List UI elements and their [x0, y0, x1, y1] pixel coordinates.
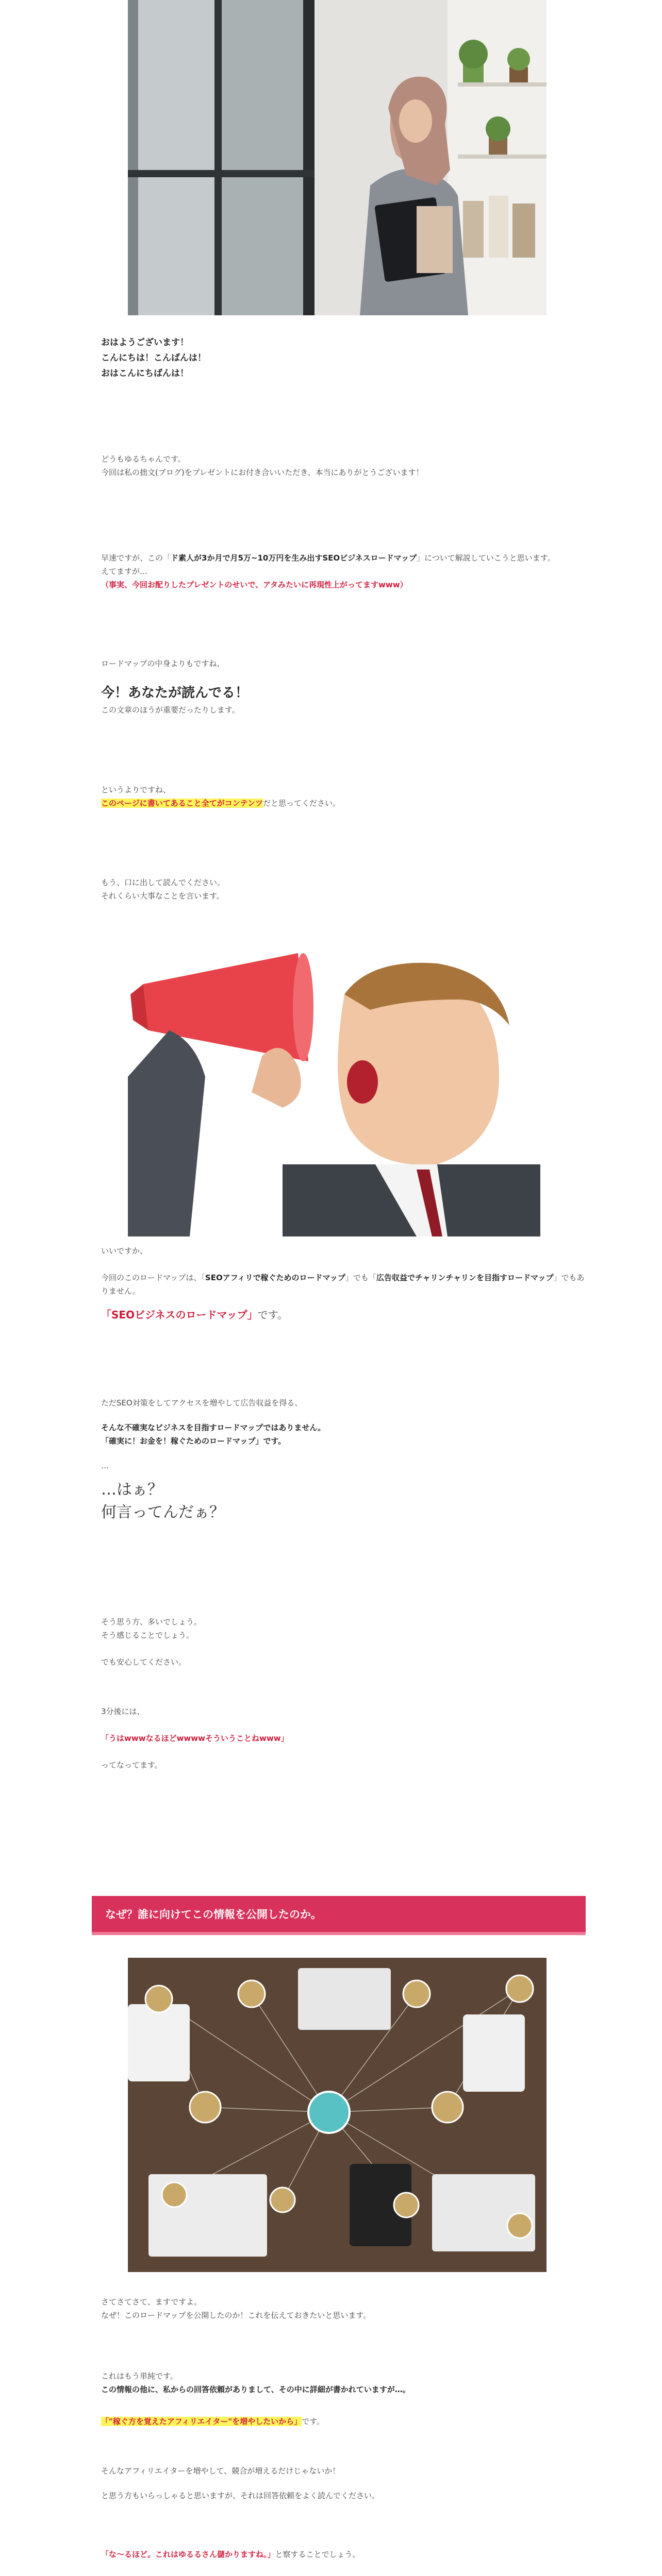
section-line-1: さてさてさて、ますですよ。: [101, 2297, 202, 2307]
again-line-1: もう、口に出して読んでください。: [101, 878, 225, 887]
seo-line-3: 「確実に！お金を！稼ぐためのロードマップ」です。: [101, 1436, 286, 1446]
after-megaphone-line-1: いいですか、: [101, 1246, 148, 1256]
am-bold-2: 広告収益でチャリンチャリンを目指すロードマップ: [376, 1273, 554, 1282]
explain-line-2: えてますが…: [101, 567, 148, 576]
seo-haa: …はぁ？: [101, 1481, 163, 1499]
again: [101, 876, 586, 903]
megaphone-man-illustration: [128, 922, 547, 1236]
seo-line-1: ただSEO対策をしてアクセスを増やして広告収益を得る、: [101, 1398, 303, 1408]
greeting-line-3: おはこんにちばんは！: [101, 368, 189, 379]
section-line-3: これはもう単純です。: [101, 2371, 178, 2381]
greeting-line-1: おはようございます！: [101, 337, 189, 348]
explain-line-3: （事実、今回お配りしたプレゼントのせいで、アタみたいに再現性上がってますwww）: [101, 580, 408, 589]
section-line-5-post: です。: [302, 2417, 324, 2426]
explain: [101, 551, 586, 591]
section-line-8-post: と察することでしょう。: [275, 2550, 360, 2559]
so-to-say: [101, 783, 586, 810]
section-line-5: [101, 2415, 586, 2428]
roadmap-intro: ロードマップの中身よりもですね、: [101, 659, 225, 668]
seo-roadmap-label: 「SEOビジネスのロードマップ」: [101, 1309, 258, 1321]
seo-section: [101, 1396, 586, 1524]
section-body: [101, 2295, 586, 2561]
seo-dots: …: [101, 1461, 109, 1470]
intro-line-1: どうもゆるちゃんです。: [101, 454, 186, 464]
seo-what: 何言ってんだぁ？: [101, 1503, 225, 1521]
you-reading-heading: 今！あなたが読んでる！: [101, 685, 249, 701]
section-header: [92, 1896, 586, 1935]
section-line-7: と思う方もいらっしゃると思いますが、それは回答依頼をよく読んでください。: [101, 2491, 380, 2500]
explain-line-1: [101, 551, 586, 565]
so-to-say-line-1: というよりですね、: [101, 785, 171, 794]
after-megaphone-roadmap: [101, 1308, 586, 1321]
am-mid: 」でも「: [345, 1273, 376, 1282]
think-line-5: 「うはwwwなるほどwwwwそういうことねwww」: [101, 1734, 289, 1743]
think-line-3: でも安心してください。: [101, 1657, 187, 1667]
you-reading: [101, 683, 586, 717]
highlight-content: このページに書いてあること全てがコンテンツ: [101, 799, 263, 808]
section-line-6: そんなアフィリエイターを増やして、競合が増えるだけじゃないか！: [101, 2466, 340, 2476]
again-line-2: それくらい大事なことを言います。: [101, 891, 224, 901]
think-line-6: ってなってます。: [101, 1760, 162, 1770]
section-line-2: なぜ！このロードマップを公開したのか！これを伝えておきたいと思います。: [101, 2311, 371, 2320]
naruhodo: 「な～るほど。これはゆるるさん儲かりますね。」: [101, 2550, 275, 2559]
intro-line-2: 今回は私の拙文(ブログ)をプレゼントにお付き合いいただき、本当にありがとうございます！: [101, 468, 424, 477]
am-post: 」でもありません。: [101, 1273, 585, 1296]
greeting-line-2: こんにちは！こんばんは！: [101, 353, 206, 363]
megaphone-image: [128, 922, 547, 1236]
section-line-8: [101, 2548, 586, 2561]
so-to-say-line-2: [101, 796, 586, 810]
think-section: [101, 1615, 586, 1772]
network-image: [128, 1958, 547, 2272]
after-megaphone-line-2: [101, 1271, 586, 1298]
you-reading-sub: この文章のほうが重要だったりします。: [101, 705, 240, 715]
explain-line-1-pre: 早速ですが、この「: [101, 553, 171, 563]
roadmap-title: ド素人が3か月で月5万~10万円を生み出すSEOビジネスロードマップ: [171, 553, 417, 563]
think-line-1: そう思う方、多いでしょう。: [101, 1617, 202, 1626]
woman-illustration: [128, 0, 547, 315]
section-line-4: この情報の他に、私からの回答依頼がありまして、その中に詳細が書かれていますが…。: [101, 2385, 410, 2394]
after-megaphone: [101, 1244, 586, 1321]
seo-roadmap-post: です。: [257, 1309, 288, 1321]
intro: [101, 452, 586, 479]
network-illustration: [128, 1958, 547, 2272]
highlight-affiliator: 「"稼ぐ方を覚えたアフィリエイター"を増やしたいから」: [101, 2417, 302, 2426]
hero-image-woman: [128, 0, 547, 315]
section-title: なぜ？誰に向けてこの情報を公開したのか。: [105, 1908, 322, 1921]
am-bold-1: SEOアフィリで稼ぐためのロードマップ: [205, 1273, 345, 1282]
greeting: [101, 335, 586, 381]
seo-line-2: そんな不確実なビジネスを目指すロードマップではありません。: [101, 1423, 326, 1432]
think-line-2: そう感じることでしょう。: [101, 1631, 194, 1640]
think-line-4: 3分後には、: [101, 1707, 145, 1716]
am-pre: 今回のこのロードマップは、「: [101, 1273, 205, 1282]
so-to-say-post: だと思ってください。: [262, 799, 340, 808]
explain-line-1-post: 」について解説していこうと思います。: [417, 553, 555, 563]
